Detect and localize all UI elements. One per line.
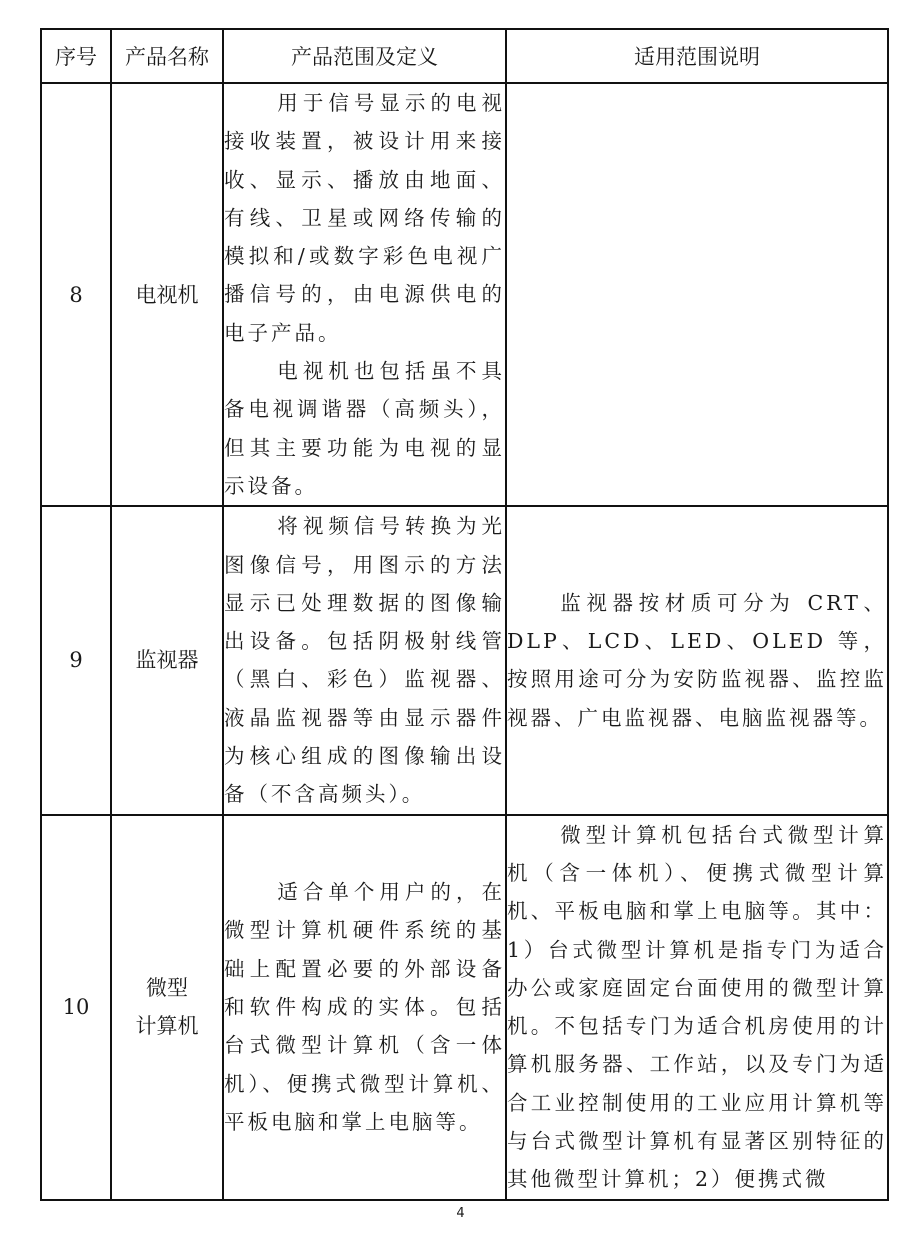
table-header-row: [41, 29, 888, 83]
row-product-name: 监视器: [111, 506, 223, 814]
row-scope: [506, 506, 888, 814]
page-number: 4: [456, 1206, 465, 1221]
product-name-line: 微型: [146, 976, 188, 1001]
scope-paragraph: 微型计算机包括台式微型计算机（含一体机）、便携式微型计算机、平板电脑和掌上电脑等。其中：1）台式微型计算机是指专门为适合办公或家庭固定台面使用的微型计算机。不包括专门为适合机房使用的计算机服务器、工作站，以及专门为适合工业控制使用的工业应用计算机等与台式微型计算机有显著区别特征的其他微型计算机；2）便携式微: [507, 822, 887, 1192]
row-product-name: 电视机: [111, 83, 223, 506]
definition-paragraph: 电视机也包括虽不具备电视调谐器（高频头），但其主要功能为电视的显示设备。: [224, 359, 505, 498]
row-scope: [506, 815, 888, 1200]
header-product-name: 产品名称: [111, 29, 223, 83]
row-definition: [223, 83, 506, 506]
header-definition: 产品范围及定义: [223, 29, 506, 83]
row-serial-no: 9: [41, 506, 111, 814]
definition-paragraph: 适合单个用户的，在微型计算机硬件系统的基础上配置必要的外部设备和软件构成的实体。包括台式微型计算机（含一体机）、便携式微型计算机、平板电脑和掌上电脑等。: [224, 880, 505, 1134]
product-scope-table: [40, 28, 889, 1201]
table-row: [41, 83, 888, 506]
row-definition: [223, 815, 506, 1200]
definition-paragraph: 将视频信号转换为光图像信号，用图示的方法显示已处理数据的图像输出设备。包括阴极射线管（黑白、彩色）监视器、液晶监视器等由显示器件为核心组成的图像输出设备（不含高频头）。: [224, 514, 505, 807]
header-scope: 适用范围说明: [506, 29, 888, 83]
row-serial-no: 8: [41, 83, 111, 506]
table-row: [41, 506, 888, 814]
row-scope: [506, 83, 888, 506]
row-definition: [223, 506, 506, 814]
row-product-name: [111, 815, 223, 1200]
header-serial-no: 序号: [41, 29, 111, 83]
definition-paragraph: 用于信号显示的电视接收装置，被设计用来接收、显示、播放由地面、有线、卫星或网络传输的模拟和/或数字彩色电视广播信号的，由电源供电的电子产品。: [224, 91, 505, 345]
product-name-line: 计算机: [135, 1014, 199, 1039]
table-row: [41, 815, 888, 1200]
row-serial-no: 10: [41, 815, 111, 1200]
scope-paragraph: 监视器按材质可分为 CRT、DLP、LCD、LED、OLED 等，按照用途可分为安防监视器、监控监视器、广电监视器、电脑监视器等。: [507, 590, 887, 730]
